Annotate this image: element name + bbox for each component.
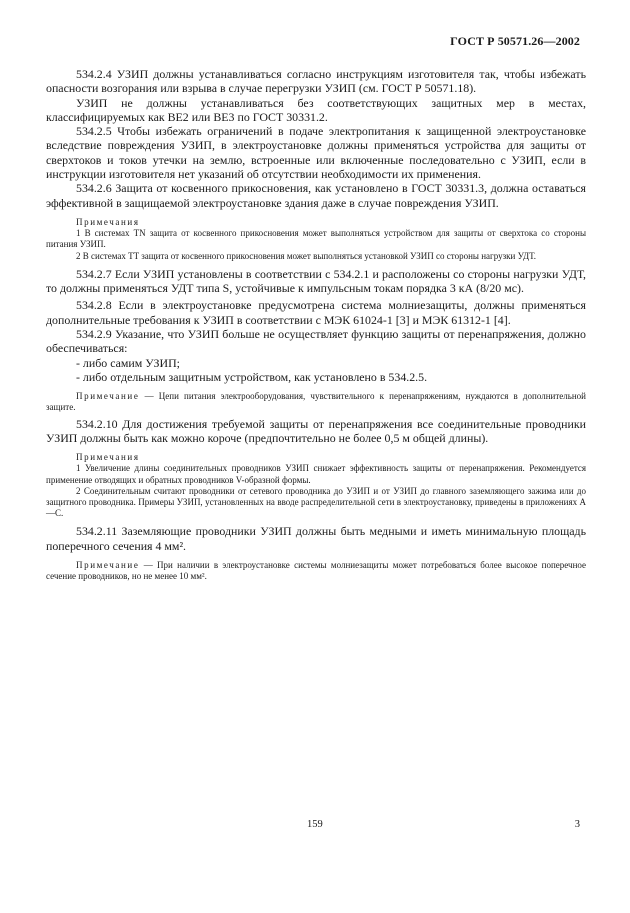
note-4 [46,560,586,582]
document-header: ГОСТ Р 50571.26—2002 [450,34,580,48]
sheet-number: 3 [574,819,580,830]
clause-534-2-7: 534.2.7 Если УЗИП установлены в соответствии с 534.2.1 и расположены со стороны нагрузки УДТ, то должны применяться УДТ типа S, устойчивые к импульсным токам порядка 3 кА (8/20 мс). [46,266,586,296]
clause-534-2-4: 534.2.4 УЗИП должны устанавливаться согласно инструкциям изготовителя так, чтобы избежать опасности возгорания или взрыва в случае перегрузки УЗИП (см. ГОСТ Р 50571.18). [46,67,586,96]
note-item: 2 В системах TT защита от косвенного прикосновения может выполняться установкой УЗИП со стороны нагрузки УДТ. [76,250,537,261]
clause-534-2-4-cont: УЗИП не должны устанавливаться без соответствующих защитных мер в местах, классифицируемых как ВЕ2 или ВЕ3 по ГОСТ 30331.2. [46,95,586,124]
notes-block-3 [46,452,586,519]
document-body [46,67,586,585]
note-item: 1 Увеличение длины соединительных проводников УЗИП снижает эффективность защиты от перенапряжения. Рекомендуется применение отводящих и обратных проводников V-образной формы. [46,463,586,485]
clause-534-2-9: 534.2.9 Указание, что УЗИП больше не осуществляет функцию защиты от перенапряжения, должно обеспечиваться: [46,326,586,356]
clause-534-2-10: 534.2.10 Для достижения требуемой защиты от перенапряжения все соединительные проводники УЗИП должны быть как можно короче (предпочтительно не более 0,5 м общей длины). [46,416,586,445]
notes-heading: Примечания [76,452,140,463]
notes-heading: Примечания [76,216,140,227]
note-text: — При наличии в электроустановке системы молниезащиты может потребоваться более высокое поперечное сечение проводников, но не менее 10 мм². [46,559,586,582]
note-2 [46,391,586,413]
clause-534-2-5: 534.2.5 Чтобы избежать ограничений в подаче электропитания к защищенной электроустановке вследствие повреждения УЗИП, в электроустановке должны применяться устройства для защиты от сверхтоков и токов утечки на землю, встроенные или включенные последовательно с УЗИП, если в инструкции изготовителя нет указаний об отсутствии необходимости их применения. [46,124,586,182]
page-number: 159 [307,819,323,830]
clause-534-2-11: 534.2.11 Заземляющие проводники УЗИП должны быть медными и иметь минимальную площадь поперечного сечения 4 мм². [46,524,586,553]
note-text: — Цепи питания электрооборудования, чувствительного к перенапряжениям, нуждаются в дополнительной защите. [46,391,586,413]
note-item: 2 Соединительным считают проводники от сетевого проводника до УЗИП и от УЗИП до главного заземляющего зажима или до защитного проводника. Примеры УЗИП, установленных на вводе распределительной сети в электроустановку, приведены в приложениях А—С. [46,485,586,519]
clause-534-2-8: 534.2.8 Если в электроустановке предусмотрена система молниезащиты, должны применяться дополнительные требования к УЗИП в соответствии с МЭК 61024-1 [3] и МЭК 61312-1 [4]. [46,298,586,327]
note-label: Примечание [76,391,140,402]
note-item: 1 В системах TN защита от косвенного прикосновения может выполняться устройством для защиты от сверхтока со стороны питания УЗИП. [46,228,586,250]
clause-534-2-6: 534.2.6 Защита от косвенного прикосновения, как установлено в ГОСТ 30331.3, должна оставаться эффективной в защищаемой электроустановке здания даже в случае повреждения УЗИП. [46,181,586,210]
list-item: - либо отдельным защитным устройством, как установлено в 534.2.5. [76,369,428,384]
notes-block-1 [46,217,586,262]
note-label: Примечание [76,559,140,570]
list-item: - либо самим УЗИП; [76,355,180,370]
